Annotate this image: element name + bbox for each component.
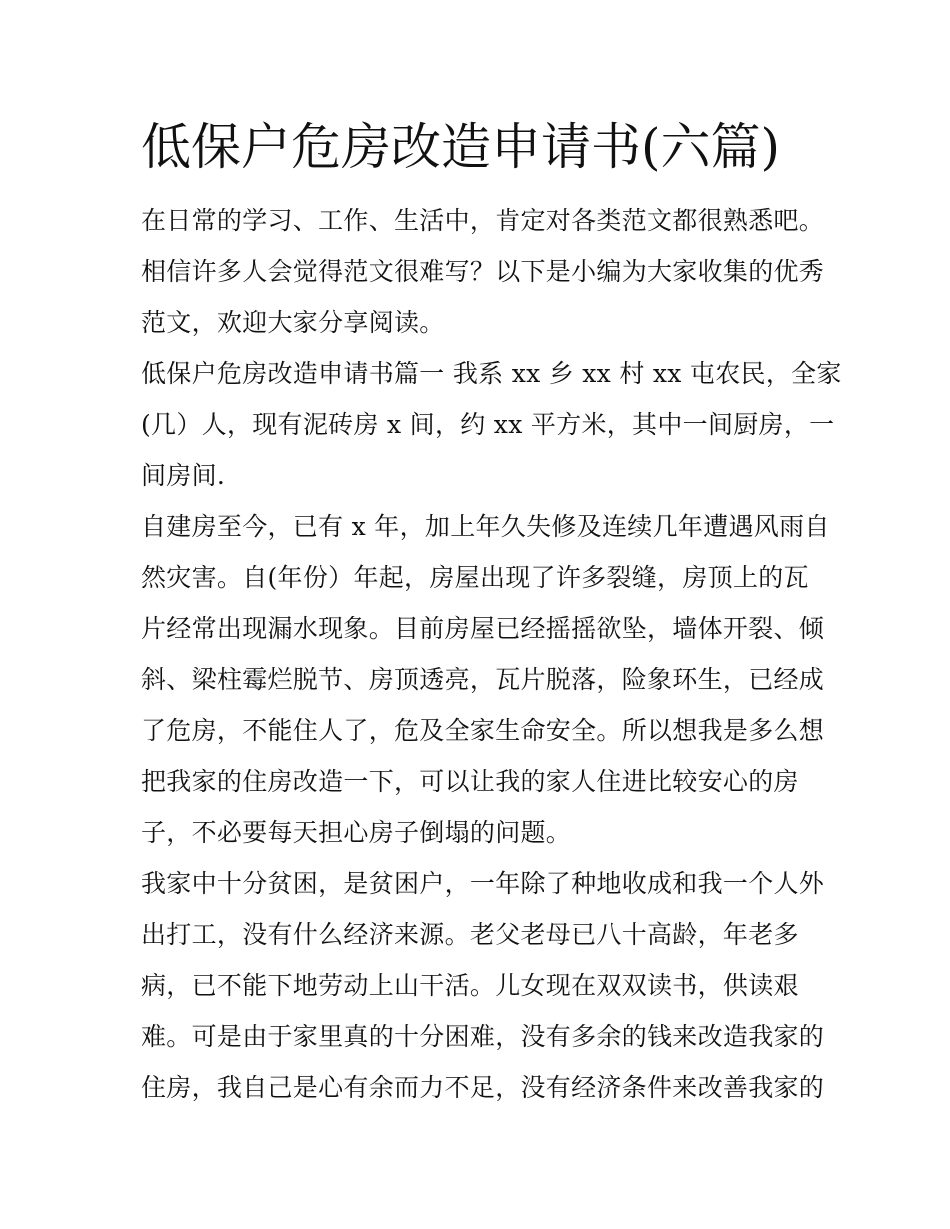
paragraph-line: 斜、梁柱霉烂脱节、房顶透亮，瓦片脱落，险象环生，已经成 [141, 665, 825, 694]
paragraph-line: (几）人，现有泥砖房 x 间，约 xx 平方米，其中一间厨房，一 [141, 410, 835, 439]
paragraph-line: 把我家的住房改造一下，可以让我的家人住进比较安心的房 [141, 767, 799, 796]
document-title: 低保户危房改造申请书(六篇) [141, 118, 781, 176]
paragraph-line: 然灾害。自(年份）年起，房屋出现了许多裂缝，房顶上的瓦 [141, 563, 809, 592]
paragraph-line: 难。可是由于家里真的十分困难，没有多余的钱来改造我家的 [141, 1022, 825, 1051]
paragraph-line: 低保户危房改造申请书篇一 我系 xx 乡 xx 村 xx 屯农民，全家 [141, 359, 842, 388]
paragraph-line: 范文，欢迎大家分享阅读。 [141, 308, 445, 337]
paragraph-line: 相信许多人会觉得范文很难写？以下是小编为大家收集的优秀 [141, 257, 825, 286]
paragraph-line: 片经常出现漏水现象。目前房屋已经摇摇欲坠，墙体开裂、倾 [141, 614, 825, 643]
paragraph-line: 了危房，不能住人了，危及全家生命安全。所以想我是多么想 [141, 716, 825, 745]
paragraph-line: 我家中十分贫困，是贫困户，一年除了种地收成和我一个人外 [141, 869, 825, 898]
paragraph-line: 子，不必要每天担心房子倒塌的问题。 [141, 818, 572, 847]
paragraph-line: 出打工，没有什么经济来源。老父老母已八十高龄，年老多 [141, 920, 799, 949]
paragraph-line: 病，已不能下地劳动上山干活。儿女现在双双读书，供读艰 [141, 971, 799, 1000]
paragraph-line: 自建房至今，已有 x 年，加上年久失修及连续几年遭遇风雨自 [141, 512, 830, 541]
paragraph-line: 在日常的学习、工作、生活中，肯定对各类范文都很熟悉吧。 [141, 206, 825, 235]
paragraph-line: 间房间. [141, 461, 226, 490]
paragraph-line: 住房，我自己是心有余而力不足，没有经济条件来改善我家的 [141, 1073, 825, 1102]
